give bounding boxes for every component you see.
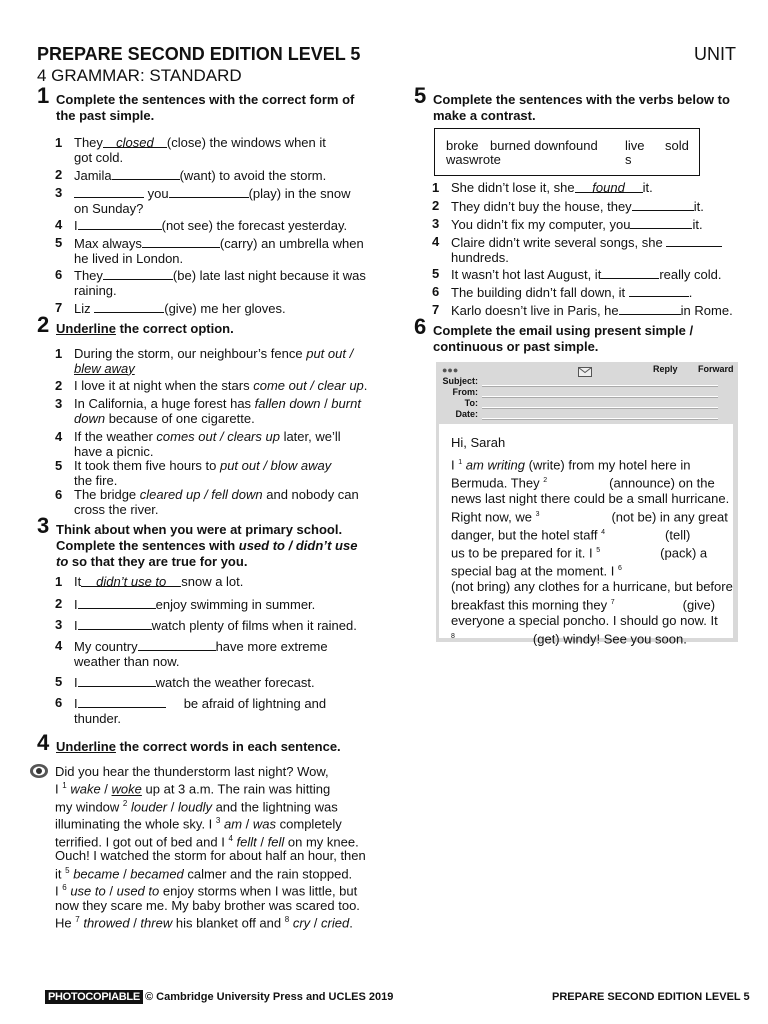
email-window	[436, 362, 738, 647]
answer-blank[interactable]	[601, 267, 659, 279]
page-title: PREPARE SECOND EDITION LEVEL 5	[37, 44, 361, 64]
footer-level: PREPARE SECOND EDITION LEVEL 5	[552, 991, 750, 1003]
text-passage: Did you hear the thunderstorm last night? Wow, I $^1$ wake / woke up at 3 a.m. The rain was hitting my window $^2$ louder / loudly and the lightning was illuminating the whole sky. I $^3$ am / was completely terrified. I got out of bed and I $^4$ fellt / fell on my knee. Ouch! I watched the storm for about half an hour, then it $^5$ became / becamed calmer and the rain stopped. I $^6$ use to / used to enjoy storms when I was little, but now they scare me. My baby brother was scared too. He $^7$ throwed / threw his blanket off and $^8$ cry / cried.	[55, 764, 366, 931]
exercise-heading: Complete the sentences with the correct form of the past simple.	[56, 92, 355, 123]
from-label: From:	[452, 387, 478, 397]
answer-blank[interactable]	[630, 217, 692, 229]
exercise-number: 1	[37, 83, 50, 108]
word-box: broke burned downfound live sold waswrote s	[434, 128, 700, 176]
answer-blank[interactable]: didn’t use to	[81, 575, 181, 587]
answer-blank[interactable]	[94, 301, 164, 313]
answer-blank[interactable]: closed	[103, 136, 167, 148]
answer-blank[interactable]	[619, 303, 681, 315]
answer-blank[interactable]: found	[575, 181, 643, 193]
email-body: Hi, Sarah I $^1$ am writing (write) from my hotel here in Bermuda. They $^2$ (announce) on the news last night there could be a small hurricane. Right now, we $^3$ (not be) in any great danger, but the hotel staff $^4$ (tell) us to be prepared for it. I $^5$ (pack) a special bag at the moment. I $^6$ (not bring) any clothes for a hurricane, but before breakfast this morning they $^7$ (give) everyone a special poncho. I should go now. It $^8$ (get) windy! See you soon.	[439, 424, 733, 638]
to-label: To:	[464, 398, 478, 408]
answer-blank[interactable]	[138, 639, 216, 651]
answer-blank[interactable]	[78, 218, 162, 230]
listen-icon[interactable]	[29, 763, 49, 779]
answer-blank[interactable]	[78, 597, 156, 609]
window-dots-icon: ●●●	[442, 365, 459, 375]
footer-copyright: © Cambridge University Press and UCLES 2019	[145, 991, 394, 1003]
from-field[interactable]	[482, 396, 718, 398]
answer-blank[interactable]	[78, 696, 166, 708]
answer-blank[interactable]	[78, 618, 152, 630]
footer-stamp: PHOTOCOPIABLE	[45, 991, 143, 1003]
envelope-icon	[578, 364, 592, 382]
forward-button[interactable]: Forward	[698, 364, 734, 374]
answer-blank[interactable]	[112, 168, 180, 180]
answer-blank[interactable]	[169, 186, 249, 198]
unit-label: UNIT	[694, 44, 736, 64]
answer-blank[interactable]	[74, 186, 144, 198]
reply-button[interactable]: Reply	[653, 364, 678, 374]
answer-blank[interactable]	[103, 268, 173, 280]
subject-label: Subject:	[442, 376, 478, 386]
answer-blank[interactable]	[632, 199, 694, 211]
date-field[interactable]	[482, 418, 718, 420]
answer-blank[interactable]	[666, 235, 722, 247]
subject-field[interactable]	[482, 385, 718, 387]
answer-blank[interactable]	[78, 675, 156, 687]
to-field[interactable]	[482, 407, 718, 409]
page-subtitle: 4 GRAMMAR: STANDARD	[37, 66, 242, 85]
answer-blank[interactable]	[629, 285, 689, 297]
answer-blank[interactable]	[142, 236, 220, 248]
date-label: Date:	[455, 409, 478, 419]
